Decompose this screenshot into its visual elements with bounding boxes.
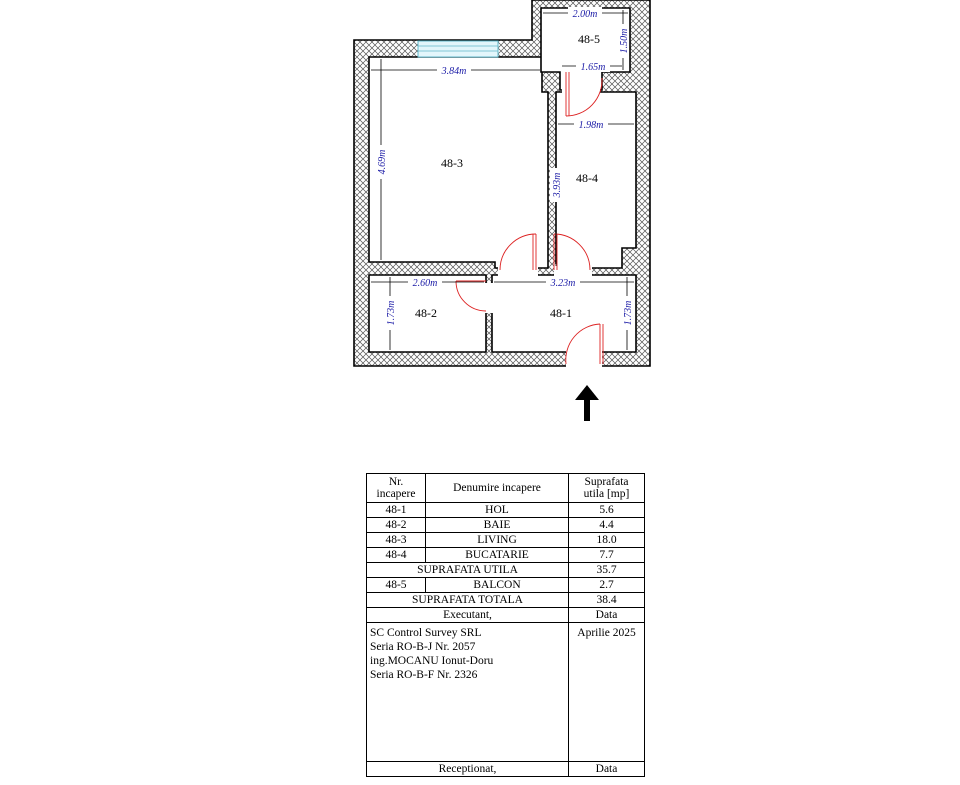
door-gap-entrance [566,350,602,368]
executant-row [367,623,645,762]
room-label-48-2: 48-2 [415,306,437,320]
date-label: Data [569,608,645,623]
svg-text:1.98m: 1.98m [578,120,604,131]
window [418,41,498,57]
table-row [367,503,645,518]
cell-room-id: 48-4 [367,548,426,563]
executant-details: SC Control Survey SRL Seria RO-B-J Nr. 2057 ing.MOCANU Ionut-Doru Seria RO-B-F Nr. 2326 [367,623,569,762]
area-table [366,473,645,777]
svg-text:3.93m: 3.93m [552,172,563,198]
header-area: Suprafata utila [mp] [569,474,645,503]
cell-room-name: LIVING [426,533,569,548]
total-area-label: SUPRAFATA TOTALA [367,593,569,608]
room-label-48-1: 48-1 [550,306,572,320]
cell-room-area: 5.6 [569,503,645,518]
door-gap-balcony [562,70,600,94]
executant-date: Aprilie 2025 [569,623,645,762]
header-nr: Nr. incapere [367,474,426,503]
svg-text:3.84m: 3.84m [441,66,467,77]
entrance-arrow-icon [575,385,599,421]
cell-room-name: HOL [426,503,569,518]
room-label-48-3: 48-3 [441,156,463,170]
cell-room-id: 48-3 [367,533,426,548]
svg-text:1.73m: 1.73m [623,300,634,326]
header-name: Denumire incapere [426,474,569,503]
cell-room-name: BUCATARIE [426,548,569,563]
executant-label: Executant, [367,608,569,623]
cell-room-id: 48-2 [367,518,426,533]
svg-text:2.60m: 2.60m [412,278,438,289]
svg-text:1.73m: 1.73m [386,300,397,326]
svg-text:2.00m: 2.00m [572,9,598,20]
table-row [367,578,645,593]
total-area-value: 38.4 [569,593,645,608]
executant-header-row [367,608,645,623]
cell-room-id: 48-5 [367,578,426,593]
table-row [367,518,645,533]
receptionat-row [367,762,645,777]
cell-room-name: BAIE [426,518,569,533]
room-label-48-4: 48-4 [576,171,598,185]
svg-text:1.50m: 1.50m [619,28,630,54]
svg-text:1.65m: 1.65m [580,62,606,73]
table-row [367,533,645,548]
cell-room-area: 18.0 [569,533,645,548]
door-gap-hall-bath [484,283,494,313]
svg-text:4.69m: 4.69m [377,149,388,175]
cell-room-area: 2.7 [569,578,645,593]
useful-area-row [367,563,645,578]
receptionat-label: Receptionat, [367,762,569,777]
cell-room-name: BALCON [426,578,569,593]
total-area-row [367,593,645,608]
svg-text:3.23m: 3.23m [550,278,576,289]
table-header-row [367,474,645,503]
door-gap-living [498,264,538,278]
cell-room-id: 48-1 [367,503,426,518]
table-row [367,548,645,563]
receptionat-date-label: Data [569,762,645,777]
cell-room-area: 7.7 [569,548,645,563]
useful-area-value: 35.7 [569,563,645,578]
room-label-48-5: 48-5 [578,32,600,46]
cell-room-area: 4.4 [569,518,645,533]
useful-area-label: SUPRAFATA UTILA [367,563,569,578]
door-gap-kitchen [554,264,592,278]
